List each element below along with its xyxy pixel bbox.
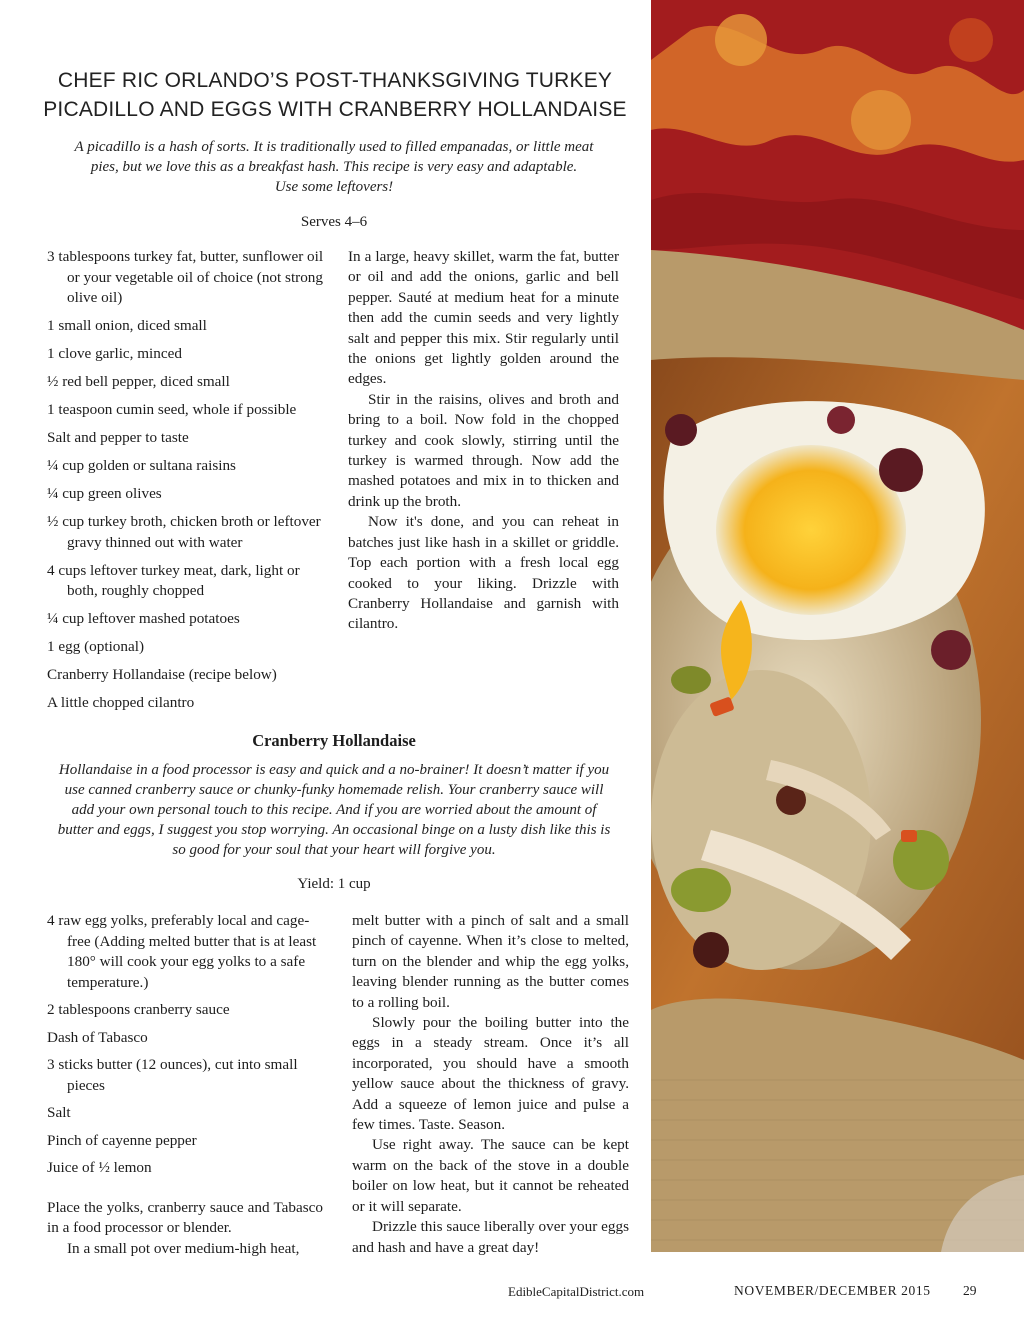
- ingredient-item: 1 egg (optional): [47, 638, 145, 655]
- hollandaise-intro-line: add your own personal touch to this recipe. And if you are worried about the amount of: [71, 802, 597, 818]
- ingredient-item: 3 tablespoons turkey fat, butter, sunflower oil or your vegetable oil of choice (not strong olive oil): [47, 248, 324, 306]
- hollandaise-intro-line: butter and eggs, I suggest you stop worrying. An occasional binge on a lusty dish like this is: [57, 822, 611, 838]
- direction-paragraph: Use right away. The sauce can be kept warm on the back of the stove in a double boiler on low heat, but it cannot be reheated or it will separate.: [352, 1136, 629, 1215]
- hollandaise-ingredient-item: Dash of Tabasco: [47, 1028, 148, 1046]
- direction-paragraph: Place the yolks, cranberry sauce and Tabasco in a food processor or blender.: [47, 1199, 323, 1237]
- hollandaise-ingredient-item: 4 raw egg yolks, preferably local and cage-free (Adding melted butter that is at least 180° will cook your egg yolks to a safe temperature.): [47, 912, 317, 991]
- ingredient-item: ½ cup turkey broth, chicken broth or leftover gravy thinned out with water: [47, 513, 321, 551]
- ingredient-item: Cranberry Hollandaise (recipe below): [47, 666, 277, 683]
- hollandaise-ingredient-list: [47, 911, 329, 1186]
- ingredient-item: Salt and pepper to taste: [47, 429, 189, 446]
- ingredient-item: ¼ cup green olives: [47, 485, 162, 502]
- footer-issue-date: NOVEMBER/DECEMBER 2015: [734, 1283, 931, 1298]
- hollandaise-ingredient-item: 3 sticks butter (12 ounces), cut into small pieces: [47, 1056, 298, 1094]
- hollandaise-directions-left: [47, 1198, 323, 1259]
- hollandaise-intro-line: so good for your soul that your heart will forgive you.: [172, 842, 496, 858]
- ingredient-item: 1 clove garlic, minced: [47, 345, 182, 362]
- direction-paragraph: In a large, heavy skillet, warm the fat, butter or oil and add the onions, garlic and bell pepper. Sauté at medium heat for a minute then add the cumin seeds and very lightly salt and pepper this mix. Stir regularly until the onions get lightly golden around the edges.: [348, 248, 619, 388]
- recipe-intro-line: A picadillo is a hash of sorts. It is traditionally used to filled empanadas, or little meat: [74, 139, 594, 155]
- recipe-intro-line: pies, but we love this as a breakfast hash. This recipe is very easy and adaptable.: [90, 159, 578, 175]
- direction-paragraph: Stir in the raisins, olives and broth and bring to a boil. Now fold in the chopped turkey and cook slowly, stirring until the turkey is warmed through. Now add the mashed potatoes and mix in to thicken and drink up the broth.: [348, 390, 619, 510]
- directions: [348, 247, 619, 635]
- hollandaise-ingredient-item: Salt: [47, 1104, 71, 1121]
- ingredient-item: 1 teaspoon cumin seed, whole if possible: [47, 401, 297, 418]
- recipe-title: [40, 66, 630, 124]
- ingredient-list: [47, 247, 327, 721]
- ingredient-item: 4 cups leftover turkey meat, dark, light or both, roughly chopped: [47, 561, 300, 599]
- recipe-intro-line: Use some leftovers!: [274, 179, 394, 195]
- hollandaise-intro-line: use canned cranberry sauce or chunky-funky homemade relish. Your cranberry sauce will: [64, 782, 604, 798]
- hollandaise-intro: [20, 760, 648, 860]
- direction-paragraph: Slowly pour the boiling butter into the eggs in a steady stream. Once it’s all incorporated, you should have a smooth yellow sauce about the thickness of gravy. Add a squeeze of lemon juice and pulse a few times. Taste. Season.: [352, 1014, 629, 1134]
- direction-paragraph: melt butter with a pinch of salt and a small pinch of cayenne. When it’s close to melted, turn on the blender and whip the egg yolks, leaving blender running as the butter comes to a rolling boil.: [352, 912, 629, 1011]
- hollandaise-ingredient-item: Pinch of cayenne pepper: [47, 1131, 197, 1149]
- serves-label: Serves 4–6: [300, 214, 368, 230]
- ingredient-item: A little chopped cilantro: [47, 694, 195, 711]
- hollandaise-heading: Cranberry Hollandaise: [252, 731, 416, 750]
- ingredient-item: 1 small onion, diced small: [47, 317, 207, 334]
- recipe-title-line-1: CHEF RIC ORLANDO’S POST-THANKSGIVING TURKEY: [57, 69, 613, 92]
- footer-website: EdibleCapitalDistrict.com: [508, 1284, 645, 1299]
- hollandaise-ingredient-item: 2 tablespoons cranberry sauce: [47, 1001, 230, 1018]
- ingredient-item: ½ red bell pepper, diced small: [47, 373, 230, 390]
- ingredient-item: ¼ cup leftover mashed potatoes: [47, 610, 240, 627]
- hollandaise-intro-line: Hollandaise in a food processor is easy and quick and a no-brainer! It doesn’t matter if you: [58, 762, 610, 778]
- dish-photo-illustration: [651, 0, 1024, 1252]
- direction-paragraph: Drizzle this sauce liberally over your eggs and hash and have a great day!: [352, 1218, 629, 1256]
- recipe-intro: [20, 137, 648, 197]
- yield-label: Yield: 1 cup: [297, 876, 371, 892]
- ingredient-item: ¼ cup golden or sultana raisins: [47, 457, 236, 474]
- recipe-title-line-2: PICADILLO AND EGGS WITH CRANBERRY HOLLANDAISE: [43, 98, 627, 121]
- direction-paragraph: Now it's done, and you can reheat in batches just like hash in a skillet or griddle. Top each portion with a fresh local egg cooked to your liking. Drizzle with Cranberry Hollandaise and garnish with cilantro.: [348, 513, 619, 633]
- hollandaise-directions-right: [352, 911, 629, 1258]
- page-number: 29: [963, 1283, 977, 1298]
- direction-paragraph: In a small pot over medium-high heat,: [67, 1239, 300, 1257]
- hollandaise-ingredient-item: Juice of ½ lemon: [47, 1159, 152, 1176]
- dish-photo: [651, 0, 1024, 1252]
